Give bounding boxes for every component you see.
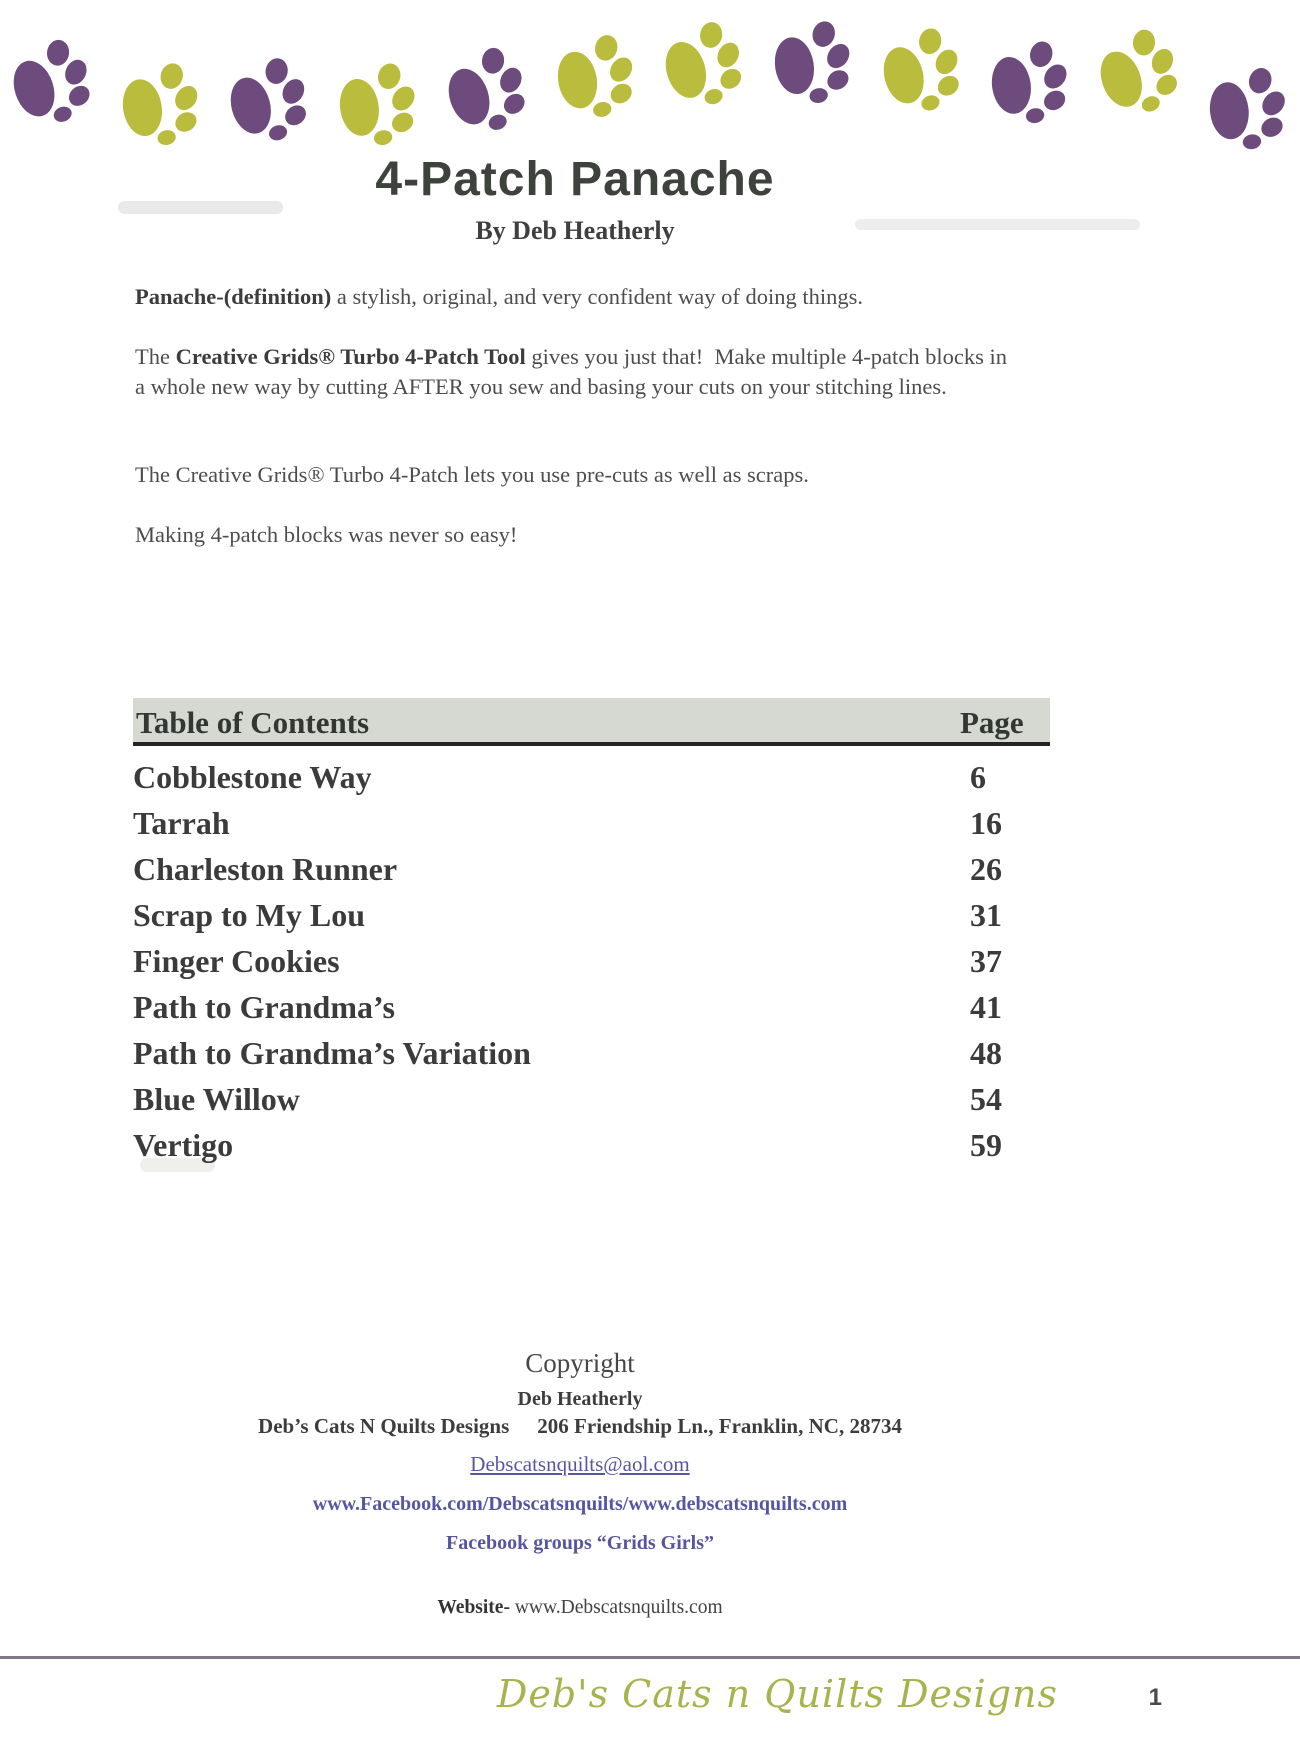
toc-header	[133, 698, 1050, 746]
toc-row	[133, 892, 1050, 938]
toc-entry-title: Path to Grandma’s	[133, 988, 395, 1025]
company-address: 206 Friendship Ln., Franklin, NC, 28734	[537, 1414, 902, 1438]
copyright-address-line	[0, 1414, 1160, 1439]
paw-print-icon	[1087, 18, 1192, 128]
toc-header-page: Page	[960, 705, 1024, 740]
paw-print-icon	[1, 29, 103, 136]
toc-row	[133, 1030, 1050, 1076]
definition-text: a stylish, original, and very confident way of doing things.	[331, 284, 864, 309]
paw-print-icon	[765, 12, 862, 115]
toc-row	[133, 1076, 1050, 1122]
toc-entry-title: Blue Willow	[133, 1080, 300, 1117]
copyright-name: Deb Heatherly	[517, 1388, 643, 1410]
byline: By Deb Heatherly	[475, 216, 675, 245]
email-link[interactable]: Debscatsnquilts@aol.com	[470, 1452, 690, 1476]
copyright-heading: Copyright	[525, 1348, 635, 1378]
toc-entry-page: 48	[970, 1034, 1002, 1071]
toc-entry-title: Tarrah	[133, 804, 230, 841]
toc-entry-page: 41	[970, 988, 1002, 1025]
paw-print-icon	[112, 54, 209, 157]
paw-print-icon	[1197, 55, 1299, 162]
toc-row	[133, 754, 1050, 800]
paw-print-icon	[981, 31, 1080, 135]
toc-entry-page: 54	[970, 1080, 1002, 1117]
paw-border	[6, 8, 1294, 158]
toc-row	[133, 846, 1050, 892]
toc-row	[133, 984, 1050, 1030]
toc-entry-page: 31	[970, 896, 1002, 933]
email-line	[0, 1452, 1160, 1477]
tool-name: Creative Grids® Turbo 4-Patch Tool	[175, 344, 526, 369]
website-url: www.Debscatsnquilts.com	[514, 1597, 723, 1618]
toc-row	[133, 938, 1050, 984]
website-label: Website-	[437, 1597, 510, 1618]
toc-rows	[133, 746, 1050, 1168]
precuts-paragraph: The Creative Grids® Turbo 4-Patch lets you use pre-cuts as well as scraps.	[135, 462, 809, 487]
footer-brand-script: Deb's Cats n Quilts Designs	[496, 1672, 1058, 1716]
facebook-groups-line: Facebook groups “Grids Girls”	[446, 1532, 714, 1554]
toc-entry-page: 26	[970, 850, 1002, 887]
paw-print-icon	[329, 53, 428, 157]
toc-entry-page: 59	[970, 1126, 1002, 1163]
page-title: 4-Patch Panache	[375, 153, 775, 206]
toc-entry-page: 16	[970, 804, 1002, 841]
paw-print-icon	[436, 37, 538, 144]
toc-entry-page: 6	[970, 758, 986, 795]
tool-paragraph-pre: The	[135, 344, 176, 369]
toc-entry-title: Scrap to My Lou	[133, 896, 365, 933]
company-name: Deb’s Cats N Quilts Designs	[258, 1414, 510, 1438]
tool-paragraph-rest: gives you just that! Make multiple 4-patch blocks in a whole new way by cutting AFTER you sew and basing your cuts on your stitching lines.	[135, 344, 1013, 400]
toc-entry-title: Vertigo	[133, 1126, 234, 1163]
footer-divider	[0, 1656, 1300, 1659]
paw-print-icon	[548, 26, 643, 127]
definition-paragraph	[135, 282, 1015, 312]
toc-entry-title: Path to Grandma’s Variation	[133, 1034, 531, 1071]
toc-entry-title: Finger Cookies	[133, 942, 340, 979]
toc-row	[133, 1122, 1050, 1168]
paw-print-icon	[655, 13, 754, 117]
paw-print-icon	[221, 50, 318, 153]
toc-row	[133, 800, 1050, 846]
easy-paragraph: Making 4-patch blocks was never so easy!	[135, 522, 518, 547]
toc-entry-page: 37	[970, 942, 1002, 979]
toc-entry-title: Charleston Runner	[133, 850, 398, 887]
toc-entry-title: Cobblestone Way	[133, 758, 372, 795]
website-line	[0, 1597, 1160, 1619]
definition-term: Panache-(definition)	[135, 284, 332, 309]
paw-print-icon	[874, 20, 969, 121]
table-of-contents	[133, 698, 1050, 1168]
facebook-line: www.Facebook.com/Debscatsnquilts/www.debscatsnquilts.com	[312, 1493, 848, 1515]
tool-paragraph	[135, 342, 1015, 403]
toc-header-title: Table of Contents	[136, 705, 370, 740]
footer-page-number: 1	[1148, 1684, 1162, 1711]
